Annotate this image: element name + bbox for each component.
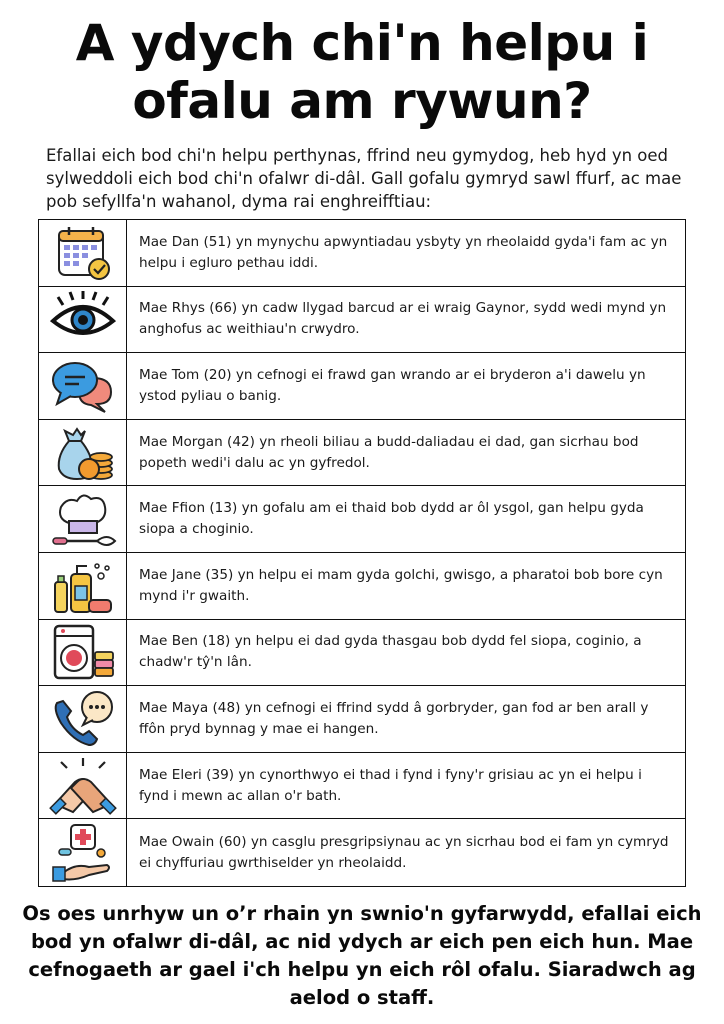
examples-table: [38, 219, 686, 887]
table-row: [39, 553, 685, 620]
example-text: Mae Ffion (13) yn gofalu am ei thaid bob dydd ar ôl ysgol, gan helpu gyda siopa a choginio.: [139, 500, 644, 538]
washing-machine-icon: [39, 620, 127, 686]
phone-chat-icon: [39, 686, 127, 752]
example-text: Mae Dan (51) yn mynychu apwyntiadau ysbyty yn rheolaidd gyda'i fam ac yn helpu i egluro pethau iddi.: [139, 233, 668, 271]
calendar-icon: [39, 220, 127, 286]
intro-text: Efallai eich bod chi'n helpu perthynas, ffrind neu gymydog, heb hyd yn oed sylweddoli eich bod chi'n ofalwr di-dâl. Gall gofalu gymryd sawl ffurf, ac mae pob sefyllfa'n wahanol, dyma rai enghreifftiau:: [46, 146, 682, 211]
helping-hands-icon: [39, 753, 127, 819]
footer-message: Os oes unrhyw un o’r rhain yn swnio'n gyfarwydd, efallai eich bod yn ofalwr di-dâl, ac nid ydych ar eich pen eich hun. Mae cefnogaeth ar gael i'ch helpu yn eich rôl ofalu. Siaradwch ag aelod o staff.: [22, 902, 702, 1009]
toiletries-icon: [39, 553, 127, 619]
table-row: [39, 420, 685, 487]
medicine-hand-icon: [39, 819, 127, 886]
table-row: [39, 353, 685, 420]
example-text: Mae Rhys (66) yn cadw llygad barcud ar ei wraig Gaynor, sydd wedi mynd yn anghofus ac weithiau'n crwydro.: [139, 300, 667, 338]
table-row: [39, 819, 685, 886]
example-text: Mae Ben (18) yn helpu ei dad gyda thasgau bob dydd fel siopa, coginio, a chadw'r tŷ'n lân.: [139, 633, 642, 671]
example-text: Mae Jane (35) yn helpu ei mam gyda golchi, gwisgo, a pharatoi bob bore cyn mynd i'r gwaith.: [139, 566, 663, 604]
example-text: Mae Tom (20) yn cefnogi ei frawd gan wrando ar ei bryderon a'i dawelu yn ystod pyliau o banig.: [139, 366, 646, 404]
table-row: [39, 287, 685, 354]
example-text: Mae Eleri (39) yn cynorthwyo ei thad i fynd i fyny'r grisiau ac yn ei helpu i fynd i mewn ac allan o'r bath.: [139, 766, 642, 804]
chat-bubbles-icon: [39, 353, 127, 419]
table-row: [39, 753, 685, 820]
page-title: A ydych chi'n helpu i ofalu am rywun?: [75, 14, 649, 130]
example-text: Mae Maya (48) yn cefnogi ei ffrind sydd â gorbryder, gan fod ar ben arall y ffôn pryd bynnag y mae ei hangen.: [139, 699, 649, 737]
table-row: [39, 486, 685, 553]
eye-icon: [39, 287, 127, 353]
example-text: Mae Owain (60) yn casglu presgripsiynau ac yn sicrhau bod ei fam yn cymryd ei chyffuriau gwrthiselder yn rheolaidd.: [139, 833, 669, 871]
chef-hat-whisk-icon: [39, 486, 127, 552]
table-row: [39, 220, 685, 287]
money-bag-coins-icon: [39, 420, 127, 486]
table-row: [39, 620, 685, 687]
table-row: [39, 686, 685, 753]
example-text: Mae Morgan (42) yn rheoli biliau a budd-daliadau ei dad, gan sicrhau bod popeth wedi'i dalu ac yn gyfredol.: [139, 433, 639, 471]
